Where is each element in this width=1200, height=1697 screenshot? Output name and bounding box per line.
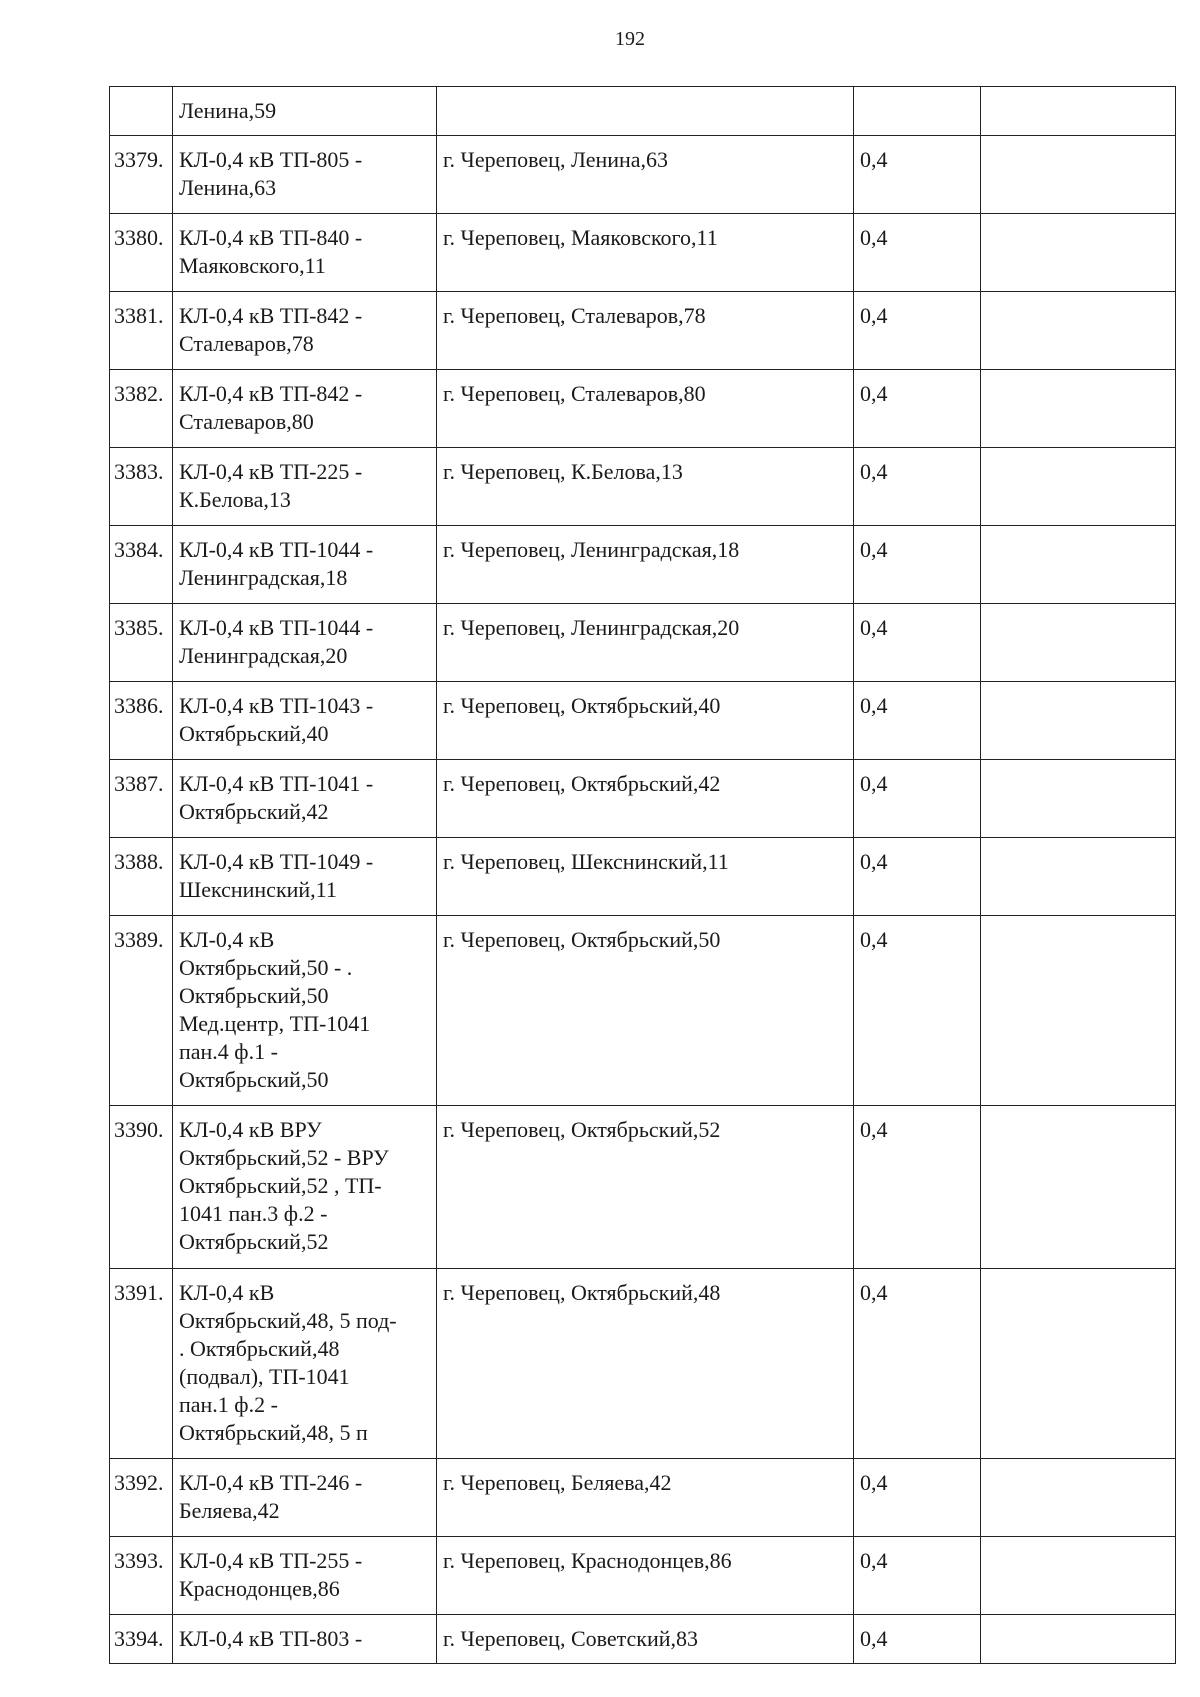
table-row — [110, 370, 1176, 448]
address-cell-text: г. Череповец, Шекснинский,11 — [443, 849, 729, 874]
voltage-cell — [854, 1269, 981, 1459]
object-name-cell — [173, 916, 437, 1106]
voltage-cell — [854, 136, 981, 214]
address-cell — [437, 448, 854, 526]
voltage-cell-text: 0,4 — [860, 927, 888, 952]
address-cell-text: г. Череповец, Октябрьский,40 — [443, 693, 721, 718]
note-cell — [981, 370, 1176, 448]
note-cell — [981, 1459, 1176, 1537]
address-cell-text: г. Череповец, Советский,83 — [443, 1626, 699, 1651]
address-cell — [437, 760, 854, 838]
row-number-cell — [110, 1615, 173, 1664]
registry-table-body — [110, 87, 1176, 1664]
address-cell — [437, 1615, 854, 1664]
row-number-cell — [110, 682, 173, 760]
note-cell — [981, 1615, 1176, 1664]
object-name-cell — [173, 87, 437, 136]
voltage-cell-text: 0,4 — [860, 1470, 888, 1495]
voltage-cell-text: 0,4 — [860, 381, 888, 406]
object-name-cell — [173, 604, 437, 682]
object-name-cell — [173, 1615, 437, 1664]
note-cell — [981, 87, 1176, 136]
note-cell — [981, 1106, 1176, 1269]
object-name-cell — [173, 1269, 437, 1459]
row-number-cell-text: 3380. — [114, 225, 164, 250]
note-cell — [981, 604, 1176, 682]
voltage-cell-text: 0,4 — [860, 303, 888, 328]
table-row — [110, 604, 1176, 682]
object-name-cell-text: КЛ-0,4 кВ ТП-1041 - Октябрьский,42 — [179, 771, 374, 824]
row-number-cell — [110, 1269, 173, 1459]
address-cell-text: г. Череповец, Маяковского,11 — [443, 225, 718, 250]
voltage-cell — [854, 682, 981, 760]
voltage-cell — [854, 214, 981, 292]
table-row — [110, 448, 1176, 526]
object-name-cell-text: КЛ-0,4 кВ ТП-842 - Сталеваров,80 — [179, 381, 363, 434]
object-name-cell — [173, 292, 437, 370]
page-number: 192 — [615, 28, 645, 50]
row-number-cell — [110, 526, 173, 604]
address-cell-text: г. Череповец, Сталеваров,80 — [443, 381, 706, 406]
row-number-cell — [110, 87, 173, 136]
address-cell — [437, 214, 854, 292]
voltage-cell-text: 0,4 — [860, 225, 888, 250]
note-cell — [981, 682, 1176, 760]
address-cell-text: г. Череповец, Ленинградская,20 — [443, 615, 740, 640]
row-number-cell-text: 3394. — [114, 1626, 164, 1651]
address-cell-text: г. Череповец, Октябрьский,42 — [443, 771, 721, 796]
row-number-cell-text: 3384. — [114, 537, 164, 562]
voltage-cell-text: 0,4 — [860, 1548, 888, 1573]
table-row — [110, 1537, 1176, 1615]
object-name-cell — [173, 370, 437, 448]
address-cell-text: г. Череповец, Беляева,42 — [443, 1470, 672, 1495]
object-name-cell-text: КЛ-0,4 кВ ТП-840 - Маяковского,11 — [179, 225, 363, 278]
table-row — [110, 1269, 1176, 1459]
row-number-cell-text: 3379. — [114, 147, 164, 172]
note-cell — [981, 448, 1176, 526]
table-row — [110, 136, 1176, 214]
object-name-cell — [173, 1459, 437, 1537]
row-number-cell — [110, 838, 173, 916]
voltage-cell — [854, 448, 981, 526]
object-name-cell-text: КЛ-0,4 кВ ТП-1049 - Шекснинский,11 — [179, 849, 374, 902]
address-cell-text: г. Череповец, Октябрьский,52 — [443, 1117, 721, 1142]
note-cell — [981, 1269, 1176, 1459]
address-cell-text: г. Череповец, Ленинградская,18 — [443, 537, 740, 562]
voltage-cell — [854, 760, 981, 838]
table-row — [110, 526, 1176, 604]
voltage-cell — [854, 604, 981, 682]
table-row — [110, 87, 1176, 136]
object-name-cell-text: КЛ-0,4 кВ ТП-803 - — [179, 1626, 363, 1651]
row-number-cell — [110, 604, 173, 682]
object-name-cell-text: КЛ-0,4 кВ ТП-1044 - Ленинградская,20 — [179, 615, 374, 668]
row-number-cell-text: 3391. — [114, 1280, 164, 1305]
object-name-cell — [173, 838, 437, 916]
row-number-cell — [110, 1459, 173, 1537]
table-row — [110, 292, 1176, 370]
row-number-cell-text: 3393. — [114, 1548, 164, 1573]
object-name-cell-text: КЛ-0,4 кВ ТП-255 - Краснодонцев,86 — [179, 1548, 363, 1601]
voltage-cell-text: 0,4 — [860, 849, 888, 874]
address-cell — [437, 682, 854, 760]
address-cell — [437, 136, 854, 214]
row-number-cell — [110, 136, 173, 214]
address-cell — [437, 1269, 854, 1459]
object-name-cell-text: КЛ-0,4 кВ ТП-842 - Сталеваров,78 — [179, 303, 363, 356]
voltage-cell — [854, 1106, 981, 1269]
registry-table — [109, 86, 1176, 1664]
note-cell — [981, 838, 1176, 916]
object-name-cell — [173, 682, 437, 760]
row-number-cell — [110, 292, 173, 370]
address-cell — [437, 1106, 854, 1269]
table-row — [110, 838, 1176, 916]
object-name-cell-text: КЛ-0,4 кВ Октябрьский,48, 5 под- . Октябрьский,48 (подвал), ТП-1041 пан.1 ф.2 - Октябрьский,48, 5 п — [179, 1280, 397, 1445]
table-row — [110, 1106, 1176, 1269]
address-cell — [437, 526, 854, 604]
object-name-cell — [173, 1537, 437, 1615]
object-name-cell-text: КЛ-0,4 кВ ТП-1043 - Октябрьский,40 — [179, 693, 374, 746]
object-name-cell — [173, 448, 437, 526]
object-name-cell-text: КЛ-0,4 кВ ВРУ Октябрьский,52 - ВРУ Октябрьский,52 , ТП- 1041 пан.3 ф.2 - Октябрьский,52 — [179, 1117, 389, 1254]
table-row — [110, 1615, 1176, 1664]
row-number-cell — [110, 1106, 173, 1269]
object-name-cell-text: КЛ-0,4 кВ ТП-1044 - Ленинградская,18 — [179, 537, 374, 590]
voltage-cell-text: 0,4 — [860, 1626, 888, 1651]
row-number-cell — [110, 448, 173, 526]
voltage-cell — [854, 292, 981, 370]
note-cell — [981, 136, 1176, 214]
voltage-cell — [854, 916, 981, 1106]
voltage-cell — [854, 1615, 981, 1664]
note-cell — [981, 526, 1176, 604]
voltage-cell — [854, 1459, 981, 1537]
row-number-cell — [110, 916, 173, 1106]
address-cell-text: г. Череповец, Сталеваров,78 — [443, 303, 706, 328]
address-cell — [437, 1537, 854, 1615]
note-cell — [981, 916, 1176, 1106]
object-name-cell-text: КЛ-0,4 кВ Октябрьский,50 - . Октябрьский,50 Мед.центр, ТП-1041 пан.4 ф.1 - Октябрьский,50 — [179, 927, 371, 1092]
object-name-cell-text: КЛ-0,4 кВ ТП-805 - Ленина,63 — [179, 147, 363, 200]
voltage-cell-text: 0,4 — [860, 1117, 888, 1142]
row-number-cell-text: 3382. — [114, 381, 164, 406]
address-cell — [437, 292, 854, 370]
row-number-cell-text: 3386. — [114, 693, 164, 718]
row-number-cell — [110, 1537, 173, 1615]
voltage-cell — [854, 370, 981, 448]
address-cell-text: г. Череповец, Краснодонцев,86 — [443, 1548, 732, 1573]
voltage-cell-text: 0,4 — [860, 537, 888, 562]
table-row — [110, 214, 1176, 292]
note-cell — [981, 1537, 1176, 1615]
table-row — [110, 1459, 1176, 1537]
row-number-cell-text: 3381. — [114, 303, 164, 328]
note-cell — [981, 214, 1176, 292]
row-number-cell-text: 3388. — [114, 849, 164, 874]
address-cell — [437, 604, 854, 682]
object-name-cell — [173, 1106, 437, 1269]
object-name-cell-text: КЛ-0,4 кВ ТП-225 - К.Белова,13 — [179, 459, 363, 512]
row-number-cell-text: 3385. — [114, 615, 164, 640]
voltage-cell-text: 0,4 — [860, 615, 888, 640]
address-cell-text: г. Череповец, Октябрьский,48 — [443, 1280, 721, 1305]
row-number-cell — [110, 370, 173, 448]
object-name-cell-text: Ленина,59 — [179, 98, 277, 123]
address-cell — [437, 87, 854, 136]
voltage-cell-text: 0,4 — [860, 147, 888, 172]
address-cell-text: г. Череповец, Октябрьский,50 — [443, 927, 721, 952]
row-number-cell — [110, 214, 173, 292]
address-cell-text: г. Череповец, К.Белова,13 — [443, 459, 683, 484]
address-cell — [437, 838, 854, 916]
voltage-cell-text: 0,4 — [860, 693, 888, 718]
voltage-cell-text: 0,4 — [860, 771, 888, 796]
voltage-cell-text: 0,4 — [860, 1280, 888, 1305]
object-name-cell — [173, 760, 437, 838]
row-number-cell-text: 3389. — [114, 927, 164, 952]
address-cell — [437, 1459, 854, 1537]
object-name-cell — [173, 214, 437, 292]
row-number-cell-text: 3392. — [114, 1470, 164, 1495]
note-cell — [981, 292, 1176, 370]
table-row — [110, 682, 1176, 760]
voltage-cell — [854, 838, 981, 916]
voltage-cell — [854, 526, 981, 604]
row-number-cell — [110, 760, 173, 838]
address-cell-text: г. Череповец, Ленина,63 — [443, 147, 669, 172]
row-number-cell-text: 3390. — [114, 1117, 164, 1142]
address-cell — [437, 916, 854, 1106]
object-name-cell — [173, 526, 437, 604]
object-name-cell-text: КЛ-0,4 кВ ТП-246 - Беляева,42 — [179, 1470, 363, 1523]
voltage-cell — [854, 1537, 981, 1615]
voltage-cell-text: 0,4 — [860, 459, 888, 484]
address-cell — [437, 370, 854, 448]
note-cell — [981, 760, 1176, 838]
row-number-cell-text: 3387. — [114, 771, 164, 796]
object-name-cell — [173, 136, 437, 214]
table-row — [110, 916, 1176, 1106]
voltage-cell — [854, 87, 981, 136]
table-row — [110, 760, 1176, 838]
row-number-cell-text: 3383. — [114, 459, 164, 484]
